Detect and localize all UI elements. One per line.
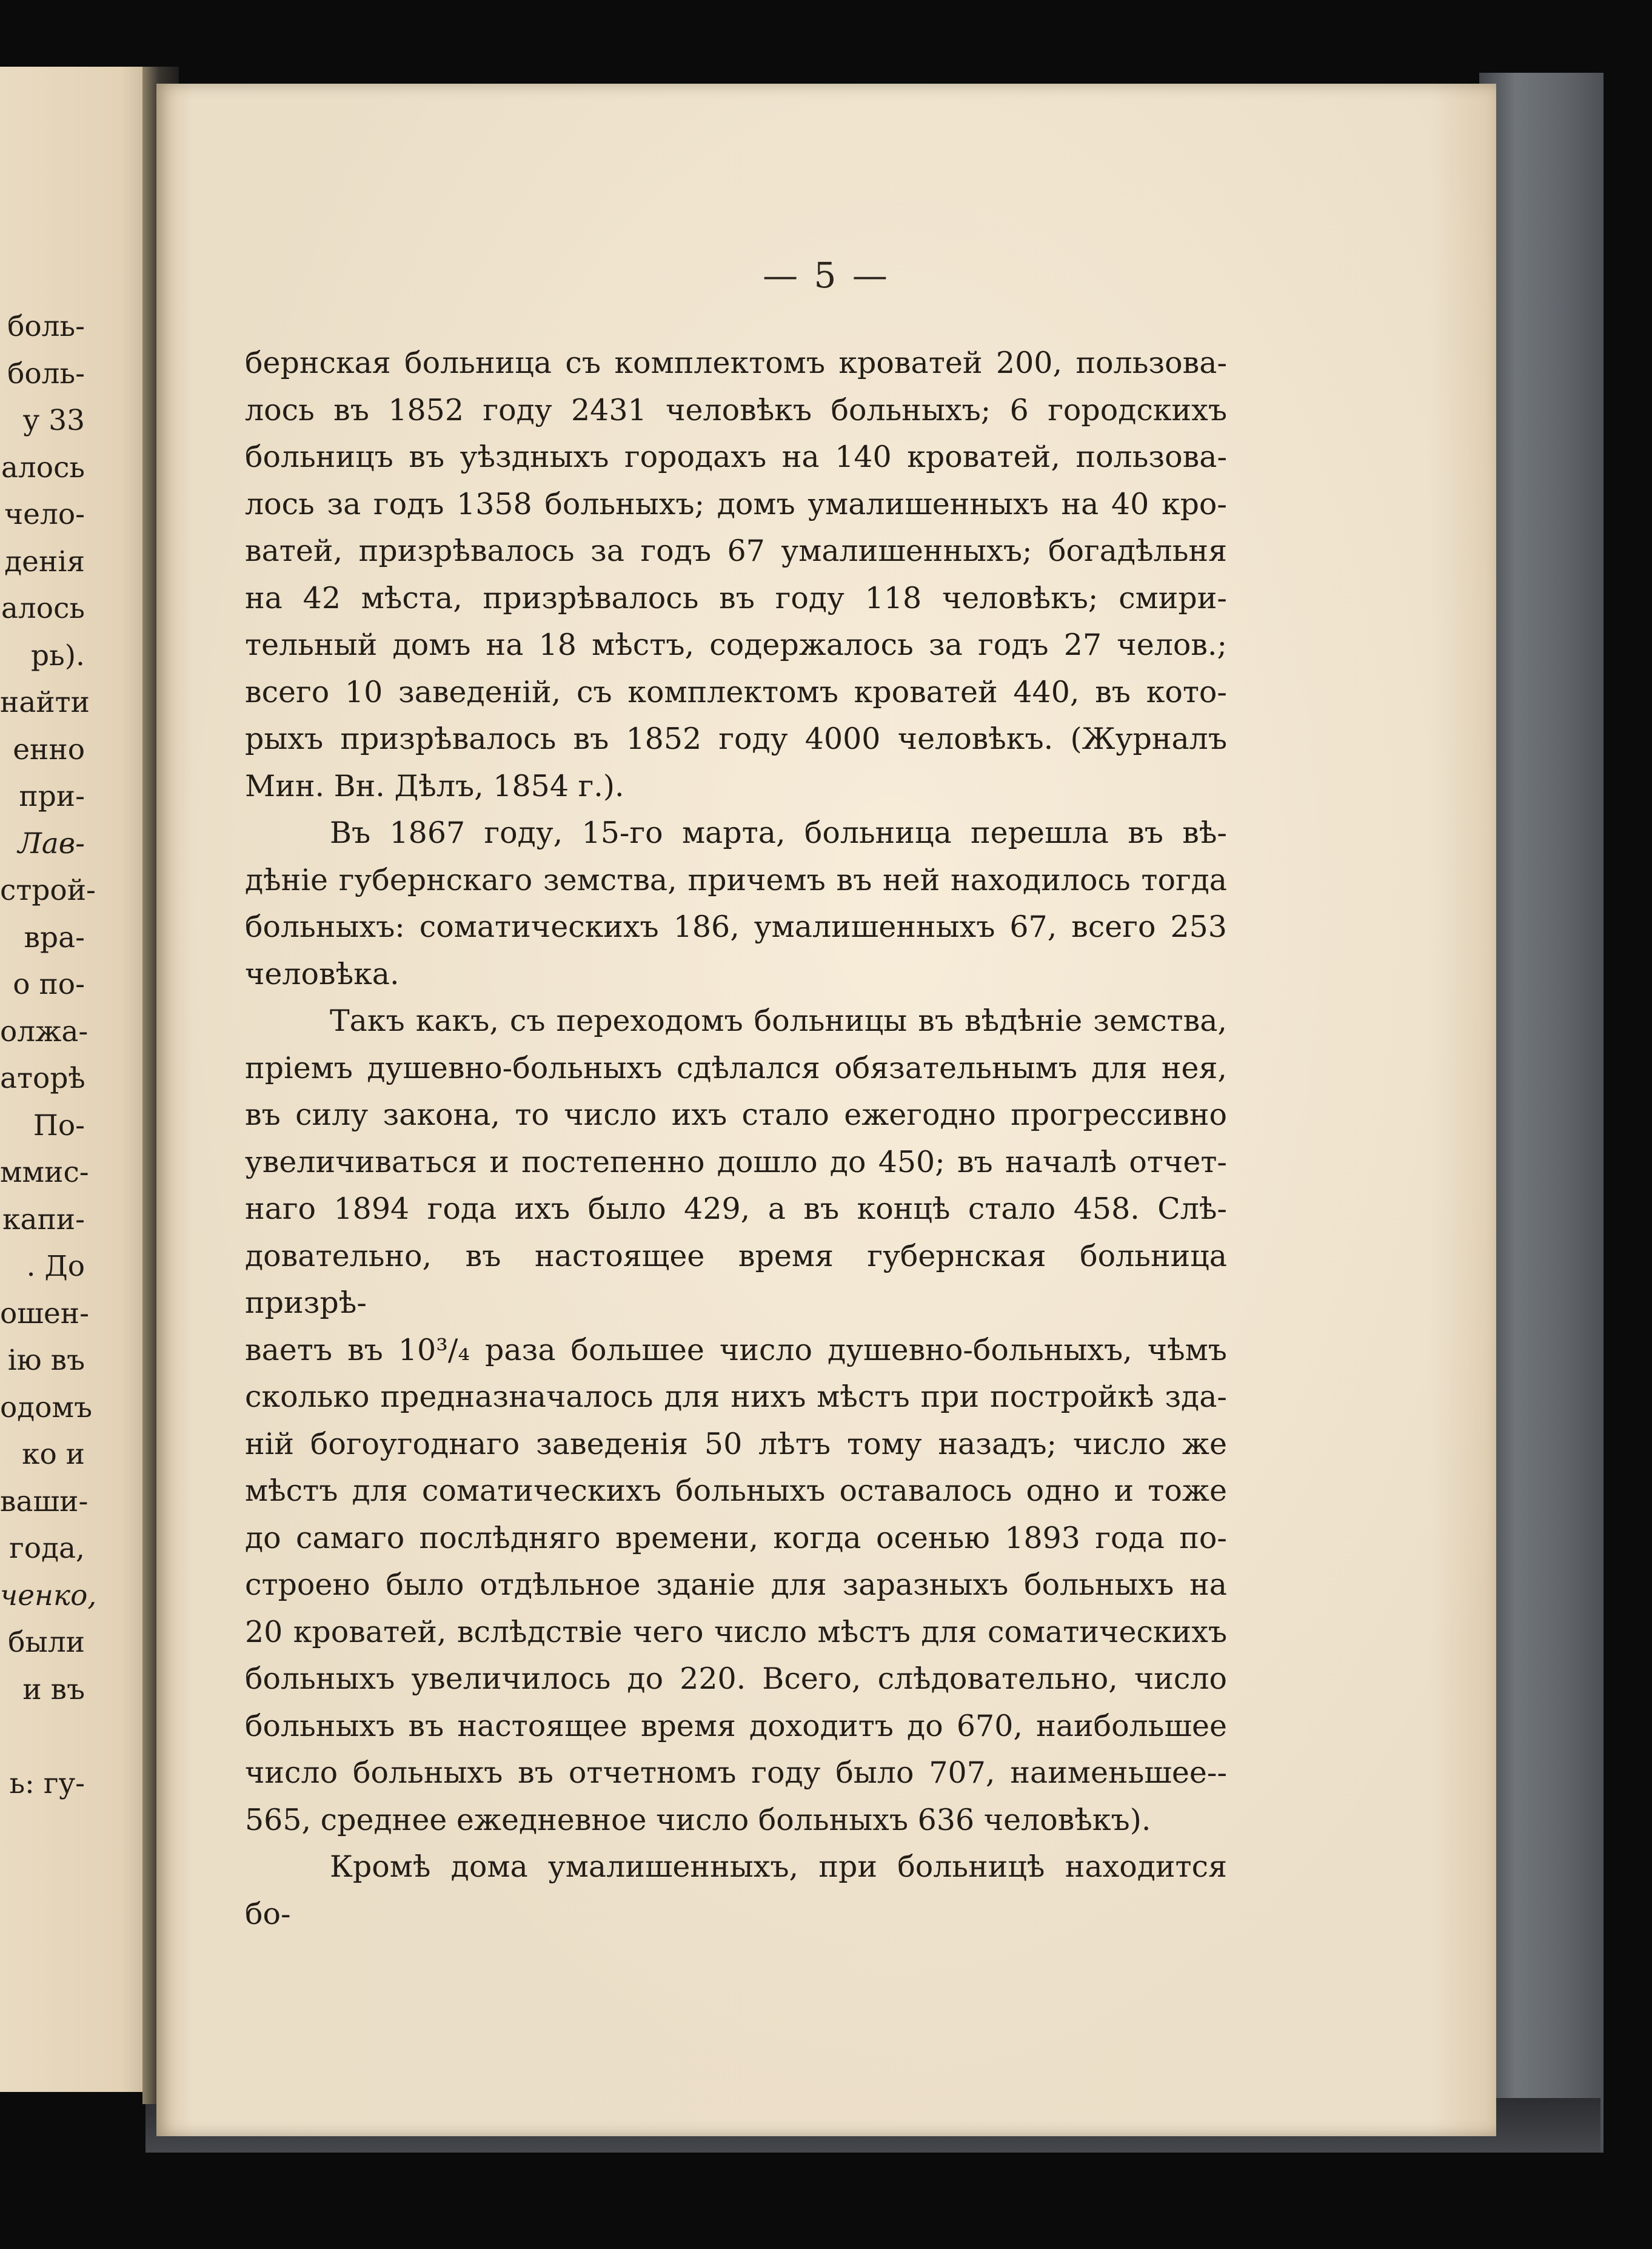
left-page-fragment: ммис-	[0, 1156, 89, 1189]
left-page-fragment: ченко,	[0, 1578, 97, 1612]
left-page-fragment: ь: гу-	[9, 1766, 85, 1800]
text-line: ваетъ въ 10³/₄ раза большее число душевно-больныхъ, чѣмъ	[245, 1332, 1227, 1367]
left-page-fragment: олжа-	[0, 1014, 89, 1048]
left-page-fragment: енно	[13, 732, 85, 766]
left-page-fragment: о по-	[13, 968, 85, 1001]
left-page-fragment: ію въ	[7, 1344, 85, 1377]
text-line: больныхъ увеличилось до 220. Всего, слѣдовательно, число	[245, 1661, 1227, 1696]
left-page-fragment: денія	[4, 545, 85, 578]
left-page-fragment: Лав-	[18, 826, 85, 860]
left-page-fragment: боль-	[7, 310, 85, 343]
text-line: въ силу закона, то число ихъ стало ежегодно прогрессивно	[245, 1098, 1227, 1132]
text-line: Кромѣ дома умалишенныхъ, при больницѣ находится бо-	[245, 1849, 1227, 1931]
text-line: больницъ въ уѣздныхъ городахъ на 140 кроватей, пользова-	[245, 440, 1227, 474]
text-line: рыхъ призрѣвалось въ 1852 году 4000 человѣкъ. (Журналъ	[245, 722, 1227, 756]
text-line: сколько предназначалось для нихъ мѣстъ при постройкѣ зда-	[245, 1379, 1227, 1414]
left-page-fragment: ваши-	[0, 1484, 89, 1518]
left-page-fragment: чело-	[4, 498, 85, 531]
left-page-fragment: и въ	[22, 1672, 85, 1706]
text-line: увеличиваться и постепенно дошло до 450; въ началѣ отчет-	[245, 1144, 1227, 1179]
left-page-fragment: рь).	[31, 639, 85, 672]
left-page-fragment: одомъ	[0, 1390, 92, 1424]
left-page-fragment: у 33	[22, 404, 85, 437]
text-line: довательно, въ настоящее время губернская больница призрѣ-	[245, 1238, 1227, 1320]
left-page-fragment: По-	[33, 1108, 85, 1142]
left-page-fragment: ошен-	[0, 1296, 90, 1330]
left-page-fragment: ко и	[22, 1438, 85, 1471]
text-line: ній богоугоднаго заведенія 50 лѣтъ тому назадъ; число же	[245, 1426, 1227, 1461]
text-line: наго 1894 года ихъ было 429, а въ концѣ стало 458. Слѣ-	[245, 1192, 1227, 1226]
left-page-fragment: строй-	[0, 874, 96, 907]
left-page-fragment: года,	[9, 1532, 85, 1565]
text-line: 565, среднее ежедневное число больныхъ 636 человѣкъ).	[245, 1802, 1151, 1837]
left-page-text-fragments	[0, 303, 97, 1807]
left-page-fragment	[0, 1713, 85, 1760]
left-page-fragment: вра-	[24, 920, 85, 954]
text-line: больныхъ въ настоящее время доходитъ до 670, наибольшее	[245, 1708, 1227, 1743]
text-line: Такъ какъ, съ переходомъ больницы въ вѣдѣніе земства,	[330, 1004, 1227, 1038]
text-line: лось въ 1852 году 2431 человѣкъ больныхъ; 6 городскихъ	[245, 392, 1227, 427]
left-page-fragment: алось	[1, 592, 85, 625]
cover-board-right	[1479, 73, 1604, 2153]
left-page-fragment: капи-	[2, 1202, 85, 1236]
text-line: число больныхъ въ отчетномъ году было 707, наименьшее--	[245, 1755, 1227, 1790]
text-line: больныхъ: соматическихъ 186, умалишенныхъ 67, всего 253	[245, 910, 1227, 944]
text-line: дѣніе губернскаго земства, причемъ въ ней находилось тогда	[245, 862, 1227, 897]
left-page-fragment: алось	[1, 451, 85, 484]
text-line: пріемъ душевно-больныхъ сдѣлался обязательнымъ для нея,	[245, 1050, 1227, 1085]
text-line: человѣка.	[245, 956, 400, 991]
text-line: всего 10 заведеній, съ комплектомъ кроватей 440, въ кото-	[245, 674, 1227, 709]
text-line: строено было отдѣльное зданіе для заразныхъ больныхъ на	[245, 1567, 1227, 1602]
left-page-fragment: боль-	[7, 357, 85, 390]
text-line: тельный домъ на 18 мѣстъ, содержалось за годъ 27 челов.;	[245, 628, 1227, 662]
text-line: Мин. Вн. Дѣлъ, 1854 г.).	[245, 768, 624, 803]
left-page-fragment: были	[8, 1626, 85, 1659]
text-line: на 42 мѣста, призрѣвалось въ году 118 человѣкъ; смири-	[245, 580, 1227, 615]
text-line: ватей, призрѣвалось за годъ 67 умалишенныхъ; богадѣльня	[245, 534, 1227, 568]
left-page-fragment: аторѣ	[0, 1062, 85, 1095]
left-page-fragment: при-	[19, 780, 85, 813]
page-body-text	[245, 340, 1227, 1937]
left-page-fragment: найти	[0, 686, 90, 719]
text-line: мѣстъ для соматическихъ больныхъ оставалось одно и тоже	[245, 1473, 1227, 1508]
text-line: бернская больница съ комплектомъ кроватей 200, пользова-	[245, 346, 1227, 380]
page-number: — 5 —	[763, 255, 890, 296]
text-line: до самаго послѣдняго времени, когда осенью 1893 года по-	[245, 1520, 1227, 1555]
text-line: Въ 1867 году, 15-го марта, больница перешла въ вѣ-	[330, 816, 1227, 850]
text-line: лось за годъ 1358 больныхъ; домъ умалишенныхъ на 40 кро-	[245, 486, 1227, 521]
left-page-fragment: . До	[26, 1250, 85, 1283]
text-line: 20 кроватей, вслѣдствіе чего число мѣстъ для соматическихъ	[245, 1614, 1227, 1649]
